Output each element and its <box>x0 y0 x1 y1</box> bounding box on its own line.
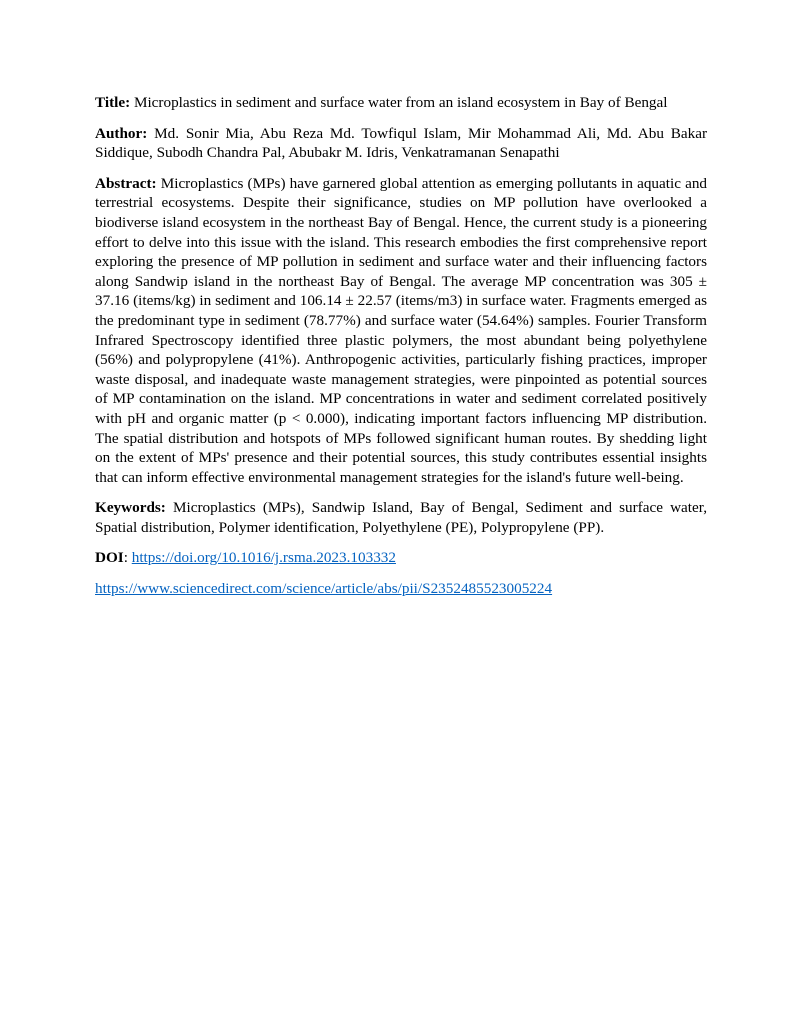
keywords-label: Keywords: <box>95 499 166 517</box>
doi-label: DOI <box>95 549 124 567</box>
abstract-label: Abstract: <box>95 174 157 192</box>
doi-link[interactable]: https://doi.org/10.1016/j.rsma.2023.103332 <box>131 549 396 567</box>
doi-paragraph <box>95 548 707 568</box>
keywords-paragraph <box>95 498 707 537</box>
sciencedirect-link[interactable]: https://www.sciencedirect.com/science/article/abs/pii/S2352485523005224 <box>95 580 553 598</box>
title-text: Microplastics in sediment and surface water from an island ecosystem in Bay of Bengal <box>133 94 668 111</box>
title-paragraph <box>95 93 707 113</box>
keywords-text: Microplastics (MPs), Sandwip Island, Bay of Bengal, Sediment and surface water, Spatial distribution, Polymer identification, Polyethylene (PE), Polypropylene (PP). <box>95 499 708 536</box>
title-label: Title: <box>95 94 131 111</box>
author-paragraph <box>95 124 707 163</box>
abstract-text: Microplastics (MPs) have garnered global attention as emerging pollutants in aquatic and terrestrial ecosystems. Despite their significance, studies on MP pollution have overlooked a biodiverse island ecosystem in the northeast Bay of Bengal. Hence, the current study is a pioneering effort to delve into this issue with the island. This research embodies the first comprehensive report exploring the presence of MP pollution in sediment and surface water and their influencing factors along Sandwip island in the northeast Bay of Bengal. The average MP concentration was 305 ± 37.16 (items/kg) in sediment and 106.14 ± 22.57 (items/m3) in surface water. Fragments emerged as the predominant type in sediment (78.77%) and surface water (54.64%) samples. Fourier Transform Infrared Spectroscopy identified three plastic polymers, the most abundant being polyethylene (56%) and polypropylene (41%). Anthropogenic activities, particularly fishing practices, improper waste disposal, and inadequate waste management strategies, were pinpointed as potential sources of MP contamination on the island. MP concentrations in water and sediment correlated positively with pH and organic matter (p < 0.000), indicating important factors influencing MP distribution. The spatial distribution and hotspots of MPs followed significant human routes. By shedding light on the extent of MPs' presence and their potential sources, this study contributes essential insights that can inform effective environmental management strategies for the island's future well-being. <box>95 174 708 486</box>
abstract-paragraph <box>95 174 707 488</box>
author-text: Md. Sonir Mia, Abu Reza Md. Towfiqul Islam, Mir Mohammad Ali, Md. Abu Bakar Siddique, Subodh Chandra Pal, Abubakr M. Idris, Venkatramanan Senapathi <box>95 124 708 162</box>
sciencedirect-paragraph <box>95 579 707 599</box>
author-label: Author: <box>95 124 148 142</box>
document-page <box>95 93 707 610</box>
doi-separator: : <box>123 549 128 567</box>
